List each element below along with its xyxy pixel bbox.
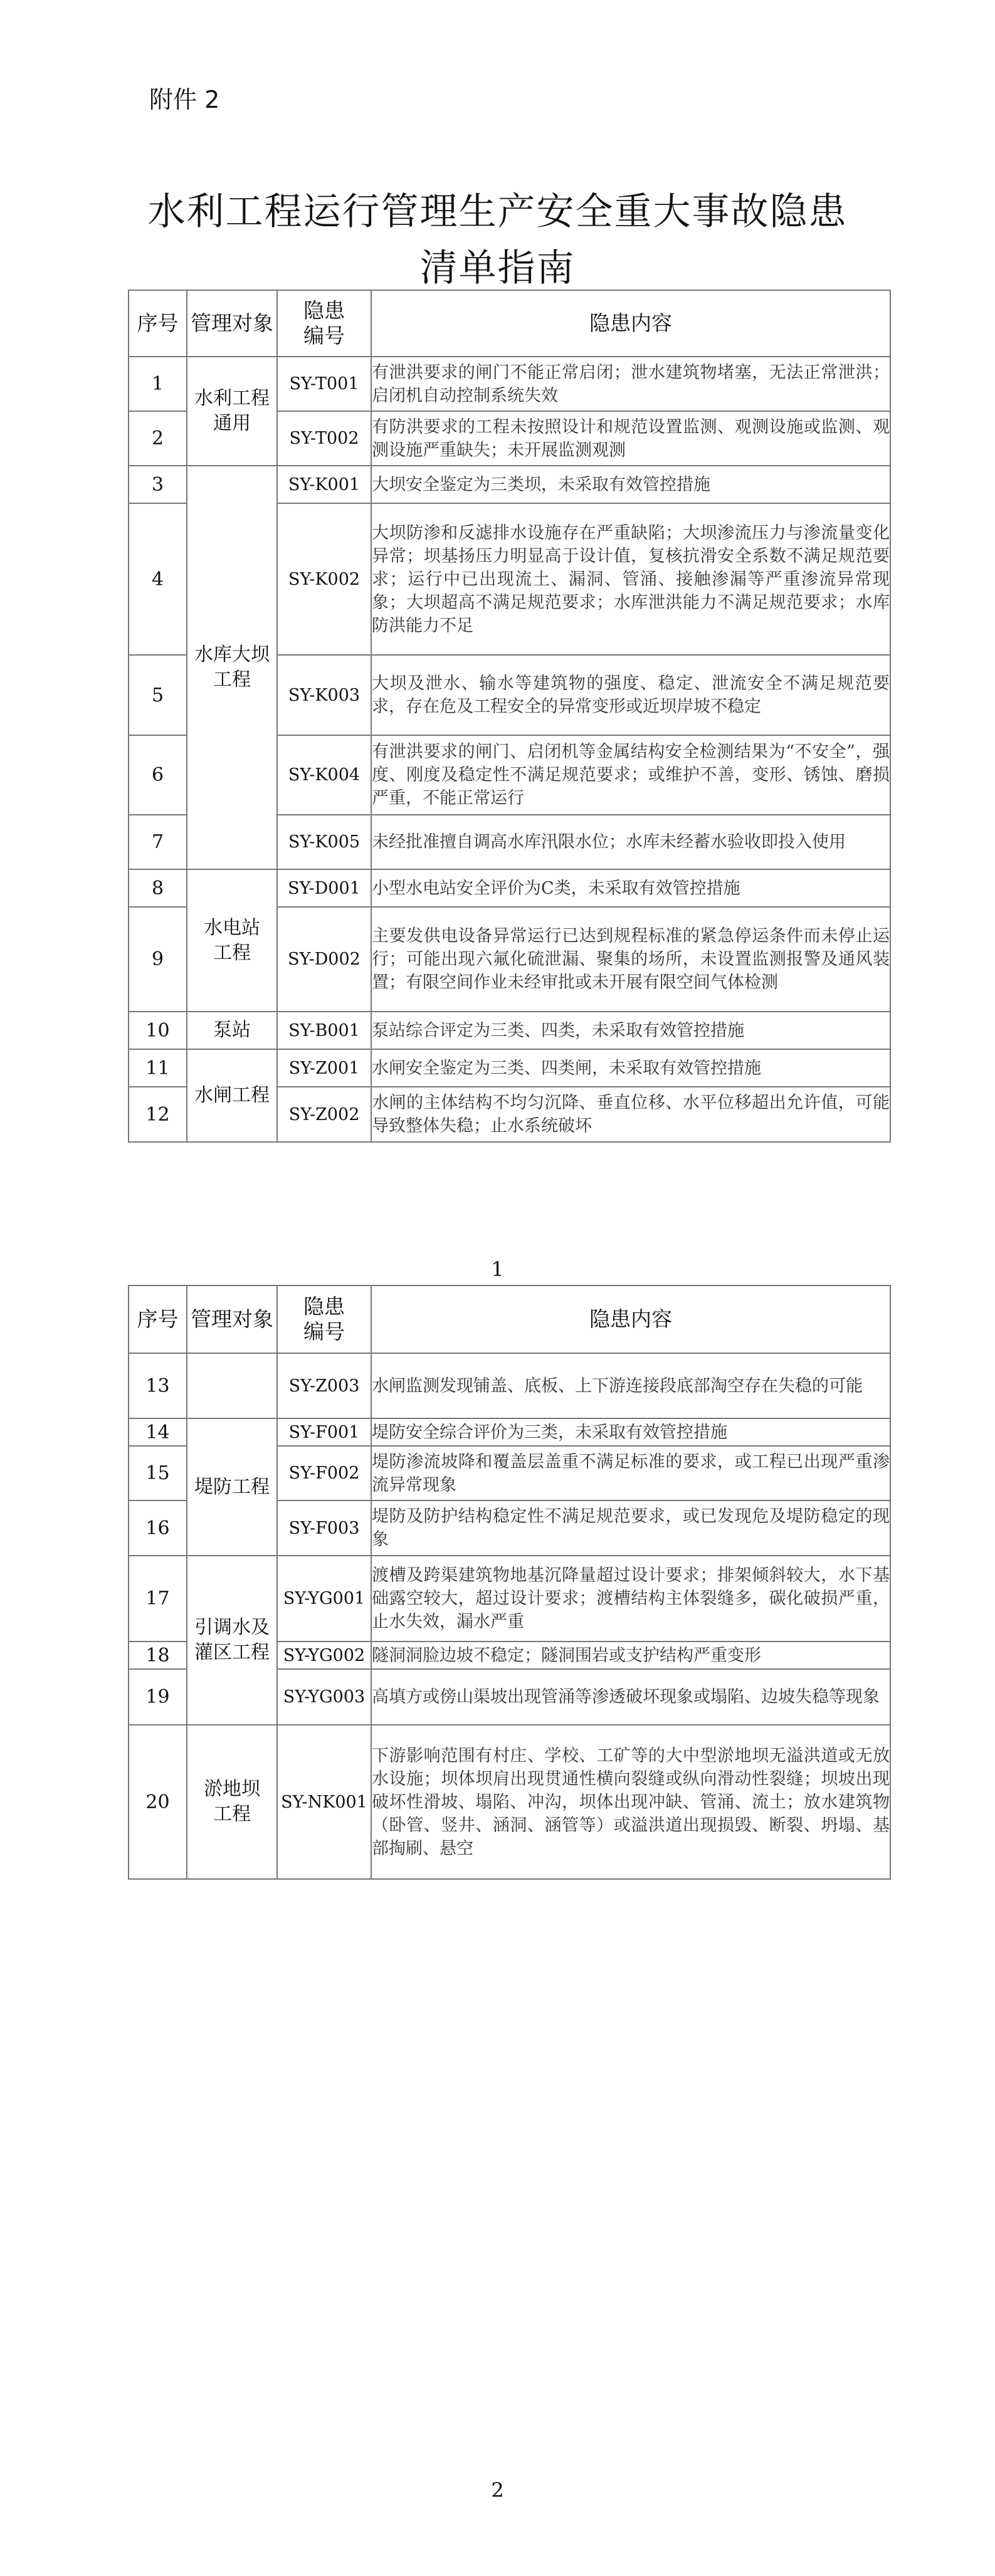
row-code: SY-YG003 <box>277 1669 371 1725</box>
row-seq: 13 <box>129 1353 187 1418</box>
row-seq: 3 <box>129 466 187 503</box>
row-seq: 10 <box>129 1012 187 1049</box>
header-code: 隐患编号 <box>277 1285 371 1353</box>
row-content: 泵站综合评定为三类、四类，未采取有效管控措施 <box>371 1012 890 1049</box>
row-content: 水闸的主体结构不均匀沉降、垂直位移、水平位移超出允许值，可能导致整体失稳；止水系统破坏 <box>371 1087 890 1142</box>
row-seq: 9 <box>129 907 187 1012</box>
row-seq: 1 <box>129 357 187 411</box>
header-object: 管理对象 <box>187 290 277 357</box>
table-row <box>129 1725 890 1879</box>
row-seq: 15 <box>129 1446 187 1500</box>
table-row <box>129 1049 890 1087</box>
row-content: 大坝及泄水、输水等建筑物的强度、稳定、泄流安全不满足规范要求，存在危及工程安全的异常变形或近坝岸坡不稳定 <box>371 655 890 735</box>
row-content: 未经批准擅自调高水库汛限水位；水库未经蓄水验收即投入使用 <box>371 815 890 869</box>
row-content: 有泄洪要求的闸门不能正常启闭；泄水建筑物堵塞，无法正常泄洪；启闭机自动控制系统失效 <box>371 357 890 411</box>
row-seq: 16 <box>129 1500 187 1556</box>
row-code: SY-Z002 <box>277 1087 371 1142</box>
header-seq: 序号 <box>129 1285 187 1353</box>
row-seq: 14 <box>129 1418 187 1446</box>
row-code: SY-YG001 <box>277 1556 371 1641</box>
row-content: 大坝安全鉴定为三类坝，未采取有效管控措施 <box>371 466 890 503</box>
row-object: 水闸工程 <box>187 1049 277 1142</box>
row-code: SY-F001 <box>277 1418 371 1446</box>
page-number: 2 <box>491 2478 504 2502</box>
hazard-table-page1 <box>128 290 891 1143</box>
document-title-line1: 水利工程运行管理生产安全重大事故隐患 <box>147 190 848 234</box>
row-seq: 5 <box>129 655 187 735</box>
row-content: 水闸安全鉴定为三类、四类闸，未采取有效管控措施 <box>371 1049 890 1087</box>
row-code: SY-K002 <box>277 503 371 655</box>
row-content: 渡槽及跨渠建筑物地基沉降量超过设计要求；排架倾斜较大，水下基础露空较大，超过设计要求；渡槽结构主体裂缝多，碳化破损严重，止水失效，漏水严重 <box>371 1556 890 1641</box>
row-code: SY-T002 <box>277 411 371 466</box>
row-object: 水库大坝工程 <box>187 466 277 869</box>
row-code: SY-Z003 <box>277 1353 371 1418</box>
row-seq: 2 <box>129 411 187 466</box>
row-seq: 11 <box>129 1049 187 1087</box>
row-object: 泵站 <box>187 1012 277 1049</box>
table-row <box>129 1556 890 1641</box>
row-content: 堤防及防护结构稳定性不满足规范要求，或已发现危及堤防稳定的现象 <box>371 1500 890 1556</box>
row-object: 水利工程通用 <box>187 357 277 466</box>
row-object: 淤地坝工程 <box>187 1725 277 1879</box>
header-seq: 序号 <box>129 290 187 357</box>
row-code: SY-Z001 <box>277 1049 371 1087</box>
table-row <box>129 466 890 503</box>
row-code: SY-YG002 <box>277 1641 371 1669</box>
row-object: 引调水及灌区工程 <box>187 1556 277 1725</box>
row-seq: 6 <box>129 735 187 815</box>
hazard-table-page2 <box>128 1285 891 1880</box>
row-object: 水电站工程 <box>187 869 277 1012</box>
row-code: SY-K003 <box>277 655 371 735</box>
row-content: 堤防渗流坡降和覆盖层盖重不满足标准的要求，或工程已出现严重渗流异常现象 <box>371 1446 890 1500</box>
document-title-line2: 清单指南 <box>419 246 576 290</box>
row-code: SY-K005 <box>277 815 371 869</box>
table-header-row <box>129 290 890 357</box>
row-code: SY-F003 <box>277 1500 371 1556</box>
header-code: 隐患编号 <box>277 290 371 357</box>
row-code: SY-F002 <box>277 1446 371 1500</box>
table-row <box>129 1353 890 1418</box>
row-seq: 19 <box>129 1669 187 1725</box>
row-object <box>187 1353 277 1418</box>
table-header-row <box>129 1285 890 1353</box>
header-content: 隐患内容 <box>371 1285 890 1353</box>
row-seq: 18 <box>129 1641 187 1669</box>
row-code: SY-B001 <box>277 1012 371 1049</box>
row-content: 隧洞洞脸边坡不稳定；隧洞围岩或支护结构严重变形 <box>371 1641 890 1669</box>
page-number: 1 <box>491 1257 504 1281</box>
row-content: 小型水电站安全评价为C类，未采取有效管控措施 <box>371 869 890 907</box>
row-content: 下游影响范围有村庄、学校、工矿等的大中型淤地坝无溢洪道或无放水设施；坝体坝肩出现贯通性横向裂缝或纵向滑动性裂缝；坝坡出现破坏性滑坡、塌陷、冲沟，坝体出现冲缺、管涌、流土；放水建筑物（卧管、竖井、涵洞、涵管等）或溢洪道出现损毁、断裂、坍塌、基部掏刷、悬空 <box>371 1725 890 1879</box>
row-object: 堤防工程 <box>187 1418 277 1556</box>
row-content: 高填方或傍山渠坡出现管涌等渗透破坏现象或塌陷、边坡失稳等现象 <box>371 1669 890 1725</box>
row-seq: 20 <box>129 1725 187 1879</box>
table-row <box>129 357 890 411</box>
row-code: SY-T001 <box>277 357 371 411</box>
row-code: SY-K004 <box>277 735 371 815</box>
row-content: 有泄洪要求的闸门、启闭机等金属结构安全检测结果为“不安全”，强度、刚度及稳定性不满足规范要求；或维护不善，变形、锈蚀、磨损严重，不能正常运行 <box>371 735 890 815</box>
row-seq: 4 <box>129 503 187 655</box>
row-code: SY-K001 <box>277 466 371 503</box>
header-object: 管理对象 <box>187 1285 277 1353</box>
table-row <box>129 1012 890 1049</box>
row-content: 堤防安全综合评价为三类，未采取有效管控措施 <box>371 1418 890 1446</box>
row-content: 水闸监测发现铺盖、底板、上下游连接段底部淘空存在失稳的可能 <box>371 1353 890 1418</box>
row-content: 大坝防渗和反滤排水设施存在严重缺陷；大坝渗流压力与渗流量变化异常；坝基扬压力明显高于设计值，复核抗滑安全系数不满足规范要求；运行中已出现流土、漏洞、管涌、接触渗漏等严重渗流异常现象；大坝超高不满足规范要求；水库泄洪能力不满足规范要求；水库防洪能力不足 <box>371 503 890 655</box>
header-content: 隐患内容 <box>371 290 890 357</box>
row-seq: 17 <box>129 1556 187 1641</box>
attachment-label: 附件 2 <box>149 86 220 113</box>
table-row <box>129 869 890 907</box>
row-seq: 12 <box>129 1087 187 1142</box>
row-seq: 7 <box>129 815 187 869</box>
row-content: 主要发供电设备异常运行已达到规程标准的紧急停运条件而未停止运行；可能出现六氟化硫泄漏、聚集的场所，未设置监测报警及通风装置；有限空间作业未经审批或未开展有限空间气体检测 <box>371 907 890 1012</box>
row-code: SY-D001 <box>277 869 371 907</box>
row-seq: 8 <box>129 869 187 907</box>
table-row <box>129 1418 890 1446</box>
row-code: SY-NK001 <box>277 1725 371 1879</box>
row-code: SY-D002 <box>277 907 371 1012</box>
row-content: 有防洪要求的工程未按照设计和规范设置监测、观测设施或监测、观测设施严重缺失；未开展监测观测 <box>371 411 890 466</box>
